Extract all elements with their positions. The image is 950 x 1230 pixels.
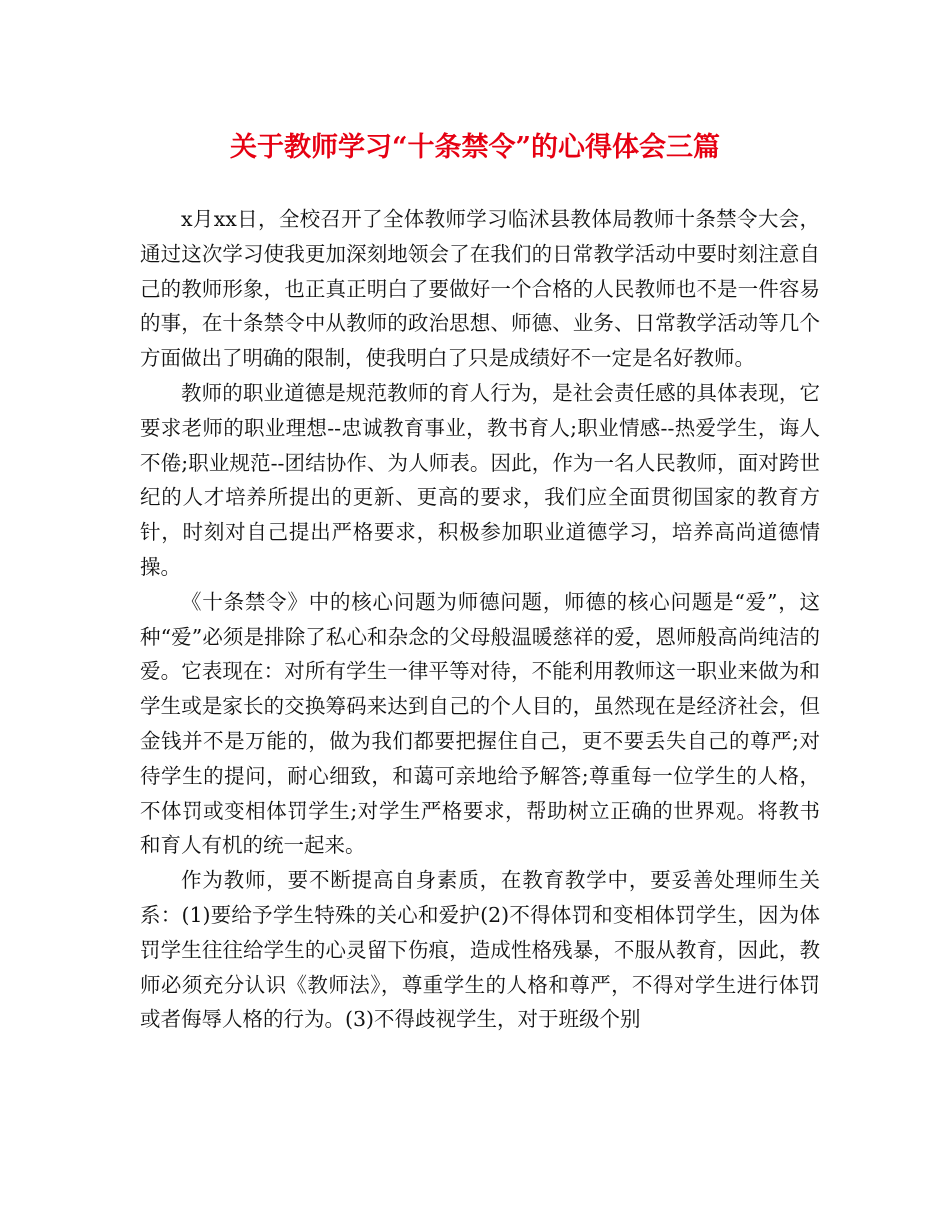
paragraph-2: 教师的职业道德是规范教师的育人行为，是社会责任感的具体表现，它要求老师的职业理想--忠诚教育事业，教书育人;职业情感--热爱学生，诲人不倦;职业规范--团结协作、为人师表。因此，作为一名人民教师，面对跨世纪的人才培养所提出的更新、更高的要求，我们应全面贯彻国家的教育方针，时刻对自己提出严格要求，积极参加职业道德学习，培养高尚道德情操。	[140, 380, 820, 579]
document-body	[140, 202, 820, 1037]
paragraph-4: 作为教师，要不断提高自身素质，在教育教学中，要妥善处理师生关系：(1)要给予学生特殊的关心和爱护(2)不得体罚和变相体罚学生，因为体罚学生往往给学生的心灵留下伤痕，造成性格残暴，不服从教育，因此，教师必须充分认识《教师法》，尊重学生的人格和尊严，不得对学生进行体罚或者侮辱人格的行为。(3)不得歧视学生，对于班级个别	[140, 868, 820, 1032]
document-title: 关于教师学习“十条禁令”的心得体会三篇	[229, 132, 721, 163]
paragraph-3: 《十条禁令》中的核心问题为师德问题，师德的核心问题是“爱”，这种“爱”必须是排除了私心和杂念的父母般温暖慈祥的爱，恩师般高尚纯洁的爱。它表现在：对所有学生一律平等对待，不能利用教师这一职业来做为和学生或是家长的交换筹码来达到自己的个人目的，虽然现在是经济社会，但金钱并不是万能的，做为我们都要把握住自己，更不要丢失自己的尊严;对待学生的提问，耐心细致，和蔼可亲地给予解答;尊重每一位学生的人格，不体罚或变相体罚学生;对学生严格要求，帮助树立正确的世界观。将教书和育人有机的统一起来。	[140, 589, 820, 858]
paragraph-1: x月xx日，全校召开了全体教师学习临沭县教体局教师十条禁令大会，通过这次学习使我更加深刻地领会了在我们的日常教学活动中要时刻注意自己的教师形象，也正真正明白了要做好一个合格的人民教师也不是一件容易的事，在十条禁令中从教师的政治思想、师德、业务、日常教学活动等几个方面做出了明确的限制，使我明白了只是成绩好不一定是名好教师。	[140, 207, 820, 371]
